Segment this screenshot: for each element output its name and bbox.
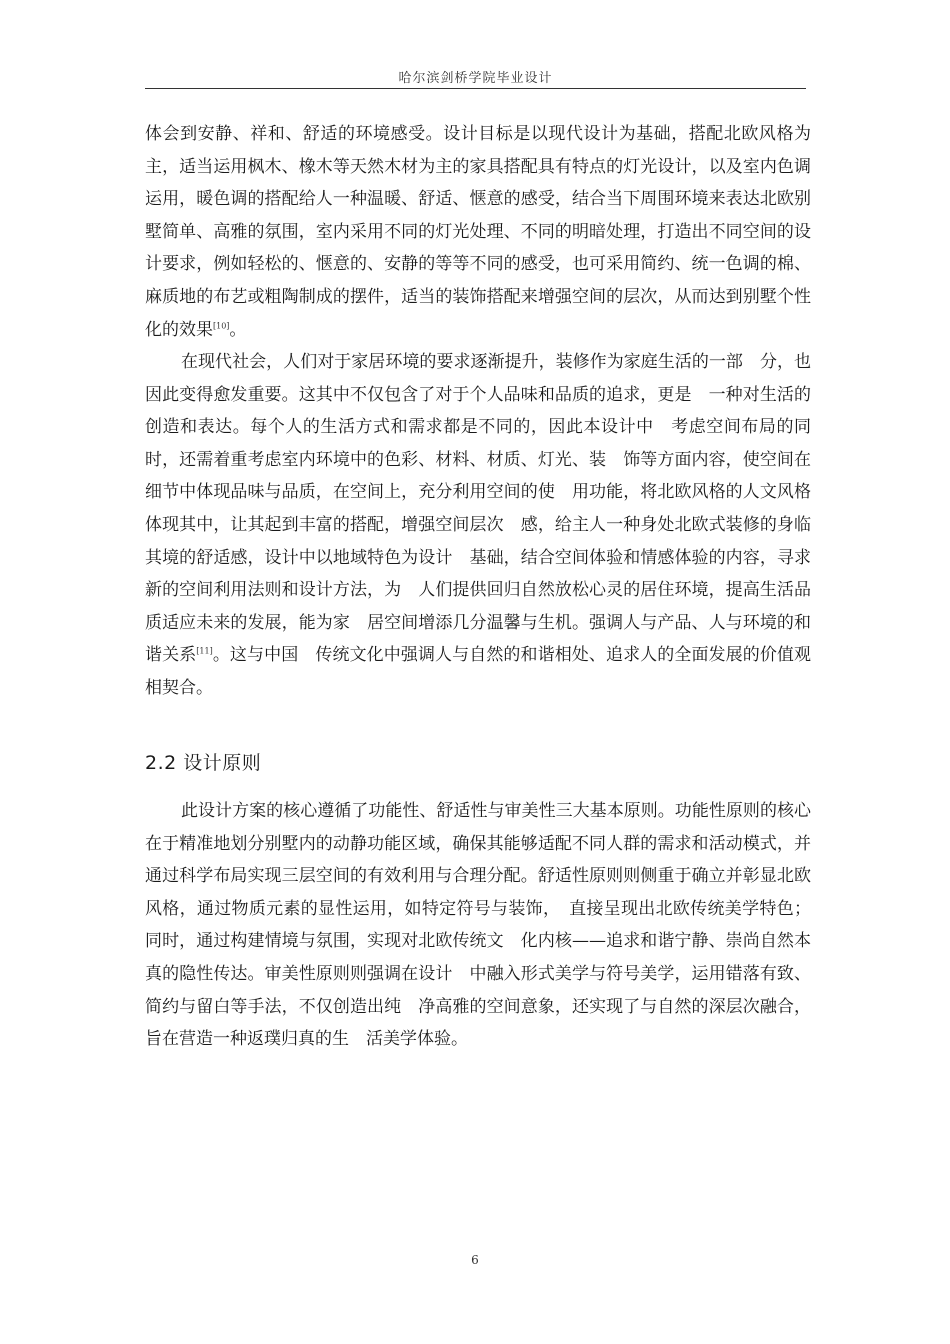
page-number: 6: [471, 1253, 479, 1267]
citation-marker: [11]: [196, 646, 213, 656]
paragraph-text: 体会到安静、祥和、舒适的环境感受。设计目标是以现代设计为基础，搭配北欧风格为主，适当运用枫木、橡木等天然木材为主的家具搭配具有特点的灯光设计，以及室内色调运用，暖色调的搭配给人一种温暖、舒适、惬意的感受，结合当下周围环境来表达北欧别墅简单、高雅的氛围，室内采用不同的灯光处理、不同的明暗处理，打造出不同空间的设计要求，例如轻松的、惬意的、安静的等等不同的感受，也可采用简约、统一色调的棉、麻质地的布艺或粗陶制成的摆件，适当的装饰搭配来增强空间的层次，从而达到别墅个性化的效果: [145, 124, 811, 340]
section-heading: 2.2 设计原则: [145, 752, 262, 774]
paragraph-tail: 。这与中国 传统文化中强调人与自然的和谐相处、追求人的全面发展的价值观相契合。: [145, 645, 812, 698]
body-paragraph-2: [145, 346, 811, 705]
header-divider: [145, 88, 806, 89]
body-paragraph-3: [145, 795, 811, 1056]
paragraph-text: 在现代社会，人们对于家居环境的要求逐渐提升，装修作为家庭生活的一部 分，也因此变得愈发重要。这其中不仅包含了对于个人品味和品质的追求，更是 一种对生活的创造和表达。每个人的生活方式和需求都是不同的，因此本设计中 考虑空间布局的同时，还需着重考虑室内环境中的色彩、材料、材质、灯光、装 饰等方面内容，使空间在细节中体现品味与品质，在空间上，充分利用空间的使 用功能，将北欧风格的人文风格体现其中，让其起到丰富的搭配，增强空间层次 感，给主人一种身处北欧式装修的身临其境的舒适感，设计中以地域特色为设计 基础，结合空间体验和情感体验的内容，寻求新的空间利用法则和设计方法，为 人们提供回归自然放松心灵的居住环境，提高生活品质适应未来的发展，能为家 居空间增添几分温馨与生机。强调人与产品、人与环境的和谐关系: [145, 352, 811, 666]
body-paragraph-1: [145, 118, 811, 346]
paragraph-text: 此设计方案的核心遵循了功能性、舒适性与审美性三大基本原则。功能性原则的核心在于精准地划分别墅内的动静功能区域，确保其能够适配不同人群的需求和活动模式，并通过科学布局实现三层空间的有效利用与合理分配。舒适性原则则侧重于确立并彰显北欧风格，通过物质元素的显性运用，如特定符号与装饰， 直接呈现出北欧传统美学特色；同时，通过构建情境与氛围，实现对北欧传统文 化内核——追求和谐宁静、崇尚自然本真的隐性传达。审美性原则则强调在设计 中融入形式美学与符号美学，运用错落有致、简约与留白等手法，不仅创造出纯 净高雅的空间意象，还实现了与自然的深层次融合，旨在营造一种返璞归真的生 活美学体验。: [145, 801, 811, 1050]
citation-marker: [10]: [213, 320, 230, 330]
paragraph-tail: 。: [229, 319, 247, 340]
page-header: 哈尔滨剑桥学院毕业设计: [398, 71, 553, 86]
